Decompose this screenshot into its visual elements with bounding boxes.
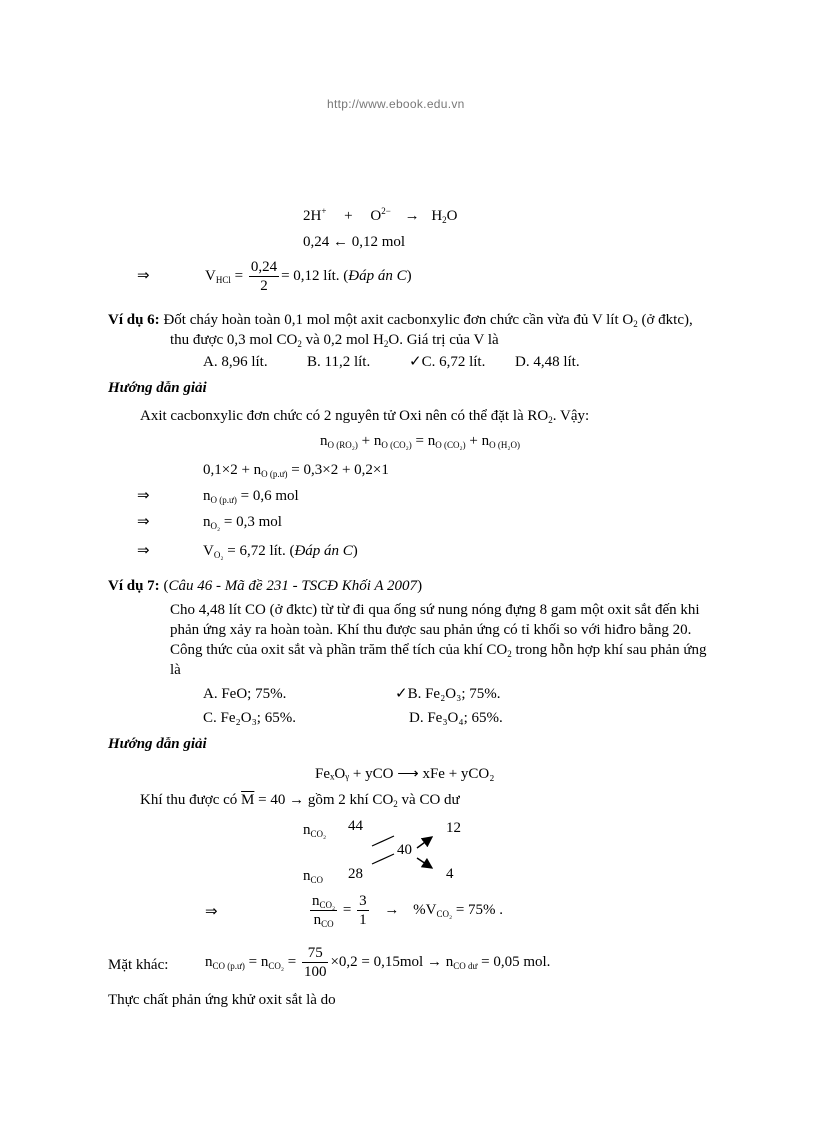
diagram-arrow-up [417,837,432,848]
diagram-line [372,836,394,846]
diagram-nco2-label: $n_{CO_2}$ [303,822,327,839]
implies-symbol: ⇒ [137,488,150,504]
vhcl-equation: $V_{HCl}$ = $\frac{0,24}{2}$ = 0,12 lít. (Đáp án C) [205,259,412,294]
oxygen-conservation: $n_{O (RO_2)} + n_{O (CO_2)} = n_{O (CO_2)} + n_{O (H_2O)}$ [320,433,520,450]
guide-6-line4: $n_{O_2} = 0,3$ mol [203,514,282,531]
option-d: D. Fe₃O₄; 65%. [409,710,503,726]
diagram-line [372,854,394,864]
mat-khac-label: Mặt khác: [108,957,169,973]
page-url: http://www.ebook.edu.vn [327,97,465,111]
guide-heading-7: Hướng dẫn giải [108,736,207,752]
example-7-heading: Ví dụ 7: (Câu 46 - Mã đề 231 - TSCĐ Khối A 2007) [108,578,423,594]
example-7-para-line2: phản ứng xảy ra hoàn toàn. Khí thu được sau phản ứng có tỉ khối so với hiđro bằng 20. [170,622,692,638]
implies-symbol: ⇒ [137,514,150,530]
example-7-para-line1: Cho 4,48 lít CO (ở đktc) từ từ đi qua ống sứ nung nóng đựng 8 gam một oxit sắt đến khi [170,602,700,618]
diagram-12: 12 [446,820,461,836]
ratio-equation: $\frac{n_{CO_2}}{n_{CO}}$ = $\frac{3}{1}$ → $\%V_{CO_2} = 75\%$ . [312,893,504,929]
ionic-equation: $2H^+ + O^{2-} \to H_2O$ [303,206,458,225]
implies-symbol: ⇒ [137,268,150,284]
cross-diagram-lines [360,826,440,876]
guide-6-line3: $n_{O (p.ư)} = 0,6$ mol [203,488,299,505]
option-b-correct: ✓B. Fe₂O₃; 75%. [395,686,501,702]
diagram-44: 44 [348,818,363,834]
example-7-para-line3: Công thức của oxit sắt và phần trăm thể tích của khí $CO_2$ trong hỗn hợp khí sau phản ứng [170,642,707,659]
implies-symbol: ⇒ [205,904,218,920]
option-d: D. 4,48 lít. [515,354,580,370]
diagram-arrow-down [417,858,432,868]
final-line: Thực chất phản ứng khử oxit sắt là do [108,992,336,1008]
implies-symbol: ⇒ [137,543,150,559]
mean-molar-mass-line: Khí thu được có $\overline{M} = 40$ → gồm 2 khí $CO_2$ và CO dư [140,792,460,809]
option-a: A. FeO; 75%. [203,686,287,702]
example-6-question-line2: thu được 0,3 mol $CO_2$ và 0,2 mol $H_2O$. Giá trị của V là [170,332,499,349]
diagram-28: 28 [348,866,363,882]
mat-khac-equation: $n_{CO (p.ư)} = n_{CO_2}$ = $\frac{75}{100}$ $\times 0,2 = 0,15mol \to n_{CO dư} = 0,05$ mol. [205,945,551,980]
mol-line: 0,24 ← 0,12 mol [303,234,406,250]
guide-6-line1: Axit cacbonxylic đơn chức có 2 nguyên tử Oxi nên có thể đặt là $RO_2$. Vậy: [140,408,590,425]
reduction-reaction: FeₓOᵧ + yCO ⟶ xFe + yCO₂ [315,766,495,782]
guide-6-line2: $0,1\times 2 + n_{O (p.ư)} = 0,3\times 2 + 0,2\times 1$ [203,462,389,479]
example-6-question: Ví dụ 6: Đốt cháy hoàn toàn 0,1 mol một axit cacbonxylic đơn chức cần vừa đủ V lít $O_2$ (ở đktc), [108,312,693,329]
example-7-para-line4: là [170,662,181,678]
guide-6-line5: $V_{O_2} = 6,72$ lít. (Đáp án C) [203,543,358,560]
option-b: B. 11,2 lít. [307,354,371,370]
option-c-correct: ✓C. 6,72 lít. [409,354,486,370]
guide-heading-6: Hướng dẫn giải [108,380,207,396]
option-a: A. 8,96 lít. [203,354,268,370]
diagram-4: 4 [446,866,454,882]
diagram-nco-label: $n_{CO}$ [303,868,324,885]
option-c: C. Fe₂O₃; 65%. [203,710,296,726]
diagram-40: 40 [397,842,412,858]
